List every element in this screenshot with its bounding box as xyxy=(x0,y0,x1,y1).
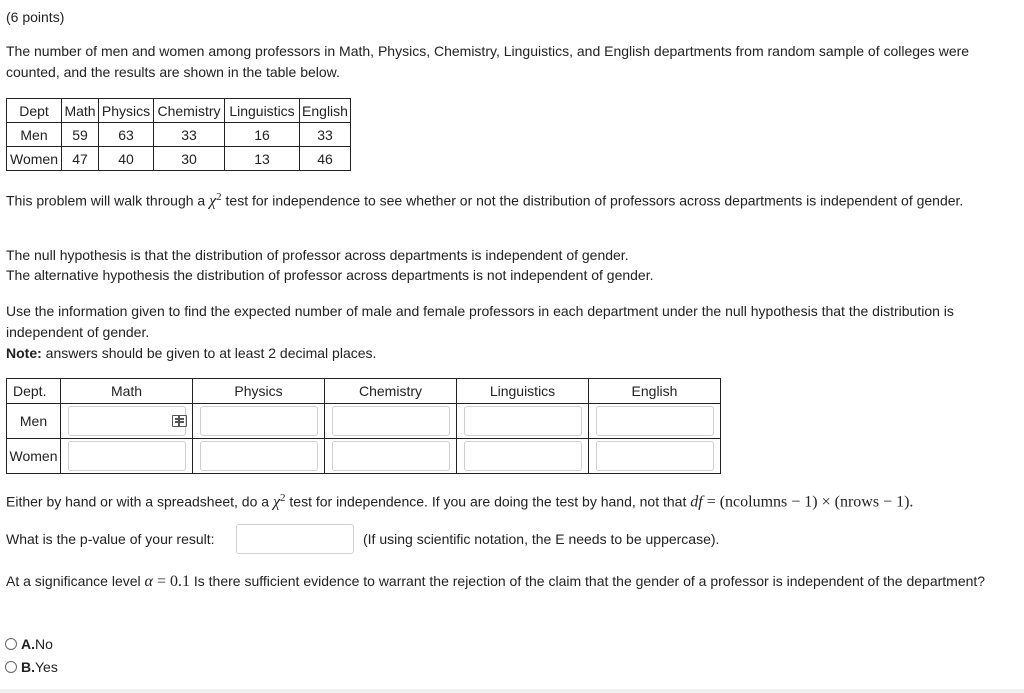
pvalue-label: What is the p-value of your result: xyxy=(6,531,215,547)
answer-cell xyxy=(457,439,589,474)
answer-cell xyxy=(61,404,193,439)
given-cell: 16 xyxy=(225,123,300,147)
given-cell: 47 xyxy=(62,147,99,171)
answer-cell xyxy=(193,404,325,439)
radio-button-b[interactable] xyxy=(5,661,17,673)
alt-hypothesis-text: The alternative hypothesis the distribution of professor across departments is not independent of gender. xyxy=(6,267,654,283)
chi-symbol: χ xyxy=(209,192,217,210)
answer-row-label: Women xyxy=(7,439,61,474)
points-label: (6 points) xyxy=(6,9,65,25)
given-cell: 30 xyxy=(154,147,225,171)
men-chemistry-input[interactable] xyxy=(332,406,450,436)
women-english-input[interactable] xyxy=(596,441,714,471)
instruction-text: Use the information given to find the expected number of male and female professors in each department under the null hypothesis that the distribution is independent of gender. xyxy=(6,303,954,340)
intro-text: The number of men and women among professors in Math, Physics, Chemistry, Linguistics, and English departments from random sample of colleges were counted, and the results are shown in the table below. xyxy=(6,43,970,80)
answer-header-dept: Dept. xyxy=(7,379,61,404)
men-physics-input[interactable] xyxy=(200,406,318,436)
men-math-input[interactable] xyxy=(68,406,186,436)
given-row-men xyxy=(7,123,351,147)
answer-row-men xyxy=(7,404,721,439)
answer-cell xyxy=(589,404,721,439)
given-cell: 63 xyxy=(99,123,154,147)
significance-after: Is there sufficient evidence to warrant the rejection of the claim that the gender of a professor is independent of the department? xyxy=(189,573,986,589)
chi-symbol: χ xyxy=(272,493,280,511)
women-math-input[interactable] xyxy=(68,441,186,471)
given-row-label: Men xyxy=(7,123,62,147)
df-formula: = (ncolumns − 1) × (nrows − 1). xyxy=(702,493,914,511)
given-cell: 33 xyxy=(154,123,225,147)
answer-row-label: Men xyxy=(7,404,61,439)
alpha-value: = 0.1 xyxy=(152,573,190,590)
given-header-english: English xyxy=(300,99,351,123)
answer-cell xyxy=(589,439,721,474)
given-row-women xyxy=(7,147,351,171)
given-cell: 40 xyxy=(99,147,154,171)
given-header-physics: Physics xyxy=(99,99,154,123)
answer-header-physics: Physics xyxy=(193,379,325,404)
given-cell: 46 xyxy=(300,147,351,171)
option-b[interactable] xyxy=(5,657,58,677)
answer-cell xyxy=(325,404,457,439)
answer-cell xyxy=(457,404,589,439)
given-header-chemistry: Chemistry xyxy=(154,99,225,123)
given-header-linguistics: Linguistics xyxy=(225,99,300,123)
answer-row-women xyxy=(7,439,721,474)
answer-header-chemistry: Chemistry xyxy=(325,379,457,404)
df-symbol: df xyxy=(690,493,703,511)
radio-button-a[interactable] xyxy=(5,638,17,650)
option-a-letter: A. xyxy=(21,636,35,652)
answer-header-math: Math xyxy=(61,379,193,404)
null-hypothesis-text: The null hypothesis is that the distribution of professor across departments is independent of gender. xyxy=(6,247,629,263)
given-row-label: Women xyxy=(7,147,62,171)
walkthrough-after: test for independence to see whether or not the distribution of professors across departments is independent of gender. xyxy=(221,192,964,209)
chi-exponent: 2 xyxy=(280,492,286,504)
spreadsheet-before: Either by hand or with a spreadsheet, do a xyxy=(6,493,273,510)
answer-header-linguistics: Linguistics xyxy=(457,379,589,404)
option-b-text: Yes xyxy=(35,659,58,675)
pvalue-hint: (If using scientific notation, the E needs to be uppercase). xyxy=(363,531,720,547)
given-cell: 13 xyxy=(225,147,300,171)
spreadsheet-text xyxy=(6,488,1006,513)
given-header-dept: Dept xyxy=(7,99,62,123)
alpha-symbol: α xyxy=(144,573,153,590)
spreadsheet-middle: test for independence. If you are doing the test by hand, not that xyxy=(285,493,691,510)
chi-exponent: 2 xyxy=(216,191,222,203)
women-chemistry-input[interactable] xyxy=(332,441,450,471)
walkthrough-before: This problem will walk through a xyxy=(6,192,210,209)
note-body: answers should be given to at least 2 decimal places. xyxy=(41,345,377,361)
option-a[interactable] xyxy=(5,634,53,654)
pvalue-input[interactable] xyxy=(236,524,354,554)
note-label: Note: xyxy=(6,345,42,361)
given-data-table xyxy=(6,98,351,171)
women-linguistics-input[interactable] xyxy=(464,441,582,471)
walkthrough-text xyxy=(6,187,1006,212)
answer-preview-icon[interactable] xyxy=(172,415,187,427)
men-english-input[interactable] xyxy=(596,406,714,436)
answer-cell xyxy=(61,439,193,474)
expected-values-table xyxy=(6,378,721,474)
option-b-letter: B. xyxy=(21,659,35,675)
significance-question xyxy=(6,571,1006,592)
significance-before: At a significance level xyxy=(6,573,145,589)
given-cell: 59 xyxy=(62,123,99,147)
answer-header-row xyxy=(7,379,721,404)
bottom-divider xyxy=(0,689,1024,693)
given-cell: 33 xyxy=(300,123,351,147)
answer-header-english: English xyxy=(589,379,721,404)
answer-cell xyxy=(325,439,457,474)
women-physics-input[interactable] xyxy=(200,441,318,471)
men-linguistics-input[interactable] xyxy=(464,406,582,436)
option-a-text: No xyxy=(35,636,53,652)
note-text xyxy=(6,343,1006,364)
answer-cell xyxy=(193,439,325,474)
given-header-row xyxy=(7,99,351,123)
given-header-math: Math xyxy=(62,99,99,123)
